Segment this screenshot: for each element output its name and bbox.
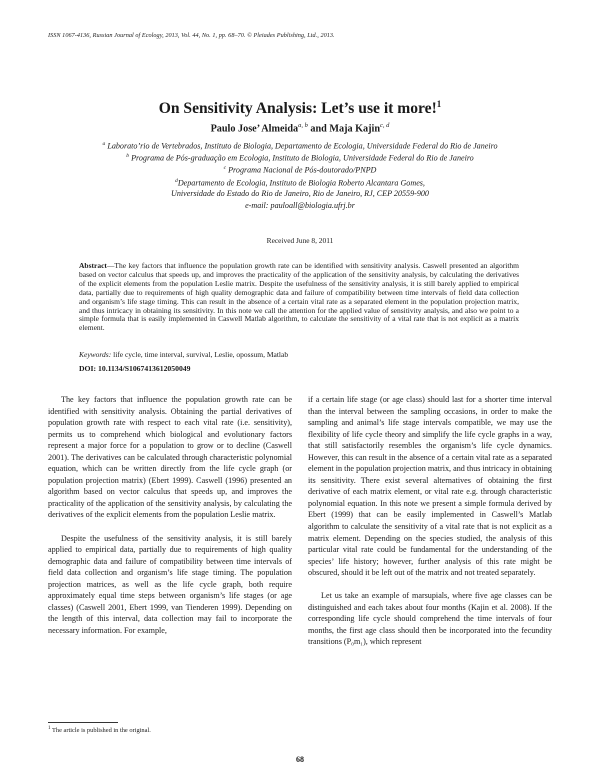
title-text: On Sensitivity Analysis: Let’s use it more! <box>158 100 437 118</box>
affiliation-text: Laborato’rio de Vertebrados, Instituto de Biologia, Departamento de Ecologia, Universidade Federal do Rio de Janeiro <box>105 141 498 151</box>
journal-header: ISSN 1067-4136, Russian Journal of Ecology, 2013, Vol. 44, No. 1, pp. 68–70. © Pleiades Publishing, Ltd., 2013. <box>48 32 335 39</box>
affiliation-email <box>0 200 600 212</box>
affiliation-mark: d <box>175 178 178 184</box>
abstract <box>79 262 519 333</box>
footnote-mark: 1 <box>48 726 51 731</box>
keywords-text: life cycle, time interval, survival, Leslie, opossum, Matlab <box>111 350 289 359</box>
abstract-label: Abstract <box>79 261 107 270</box>
footnote <box>48 726 151 734</box>
affiliation-mark: a <box>102 141 106 147</box>
body-column-left <box>48 394 292 636</box>
page-number: 68 <box>296 755 304 764</box>
received-date: Received June 8, 2011 <box>266 236 334 245</box>
author-conjunction: and <box>307 123 330 135</box>
author-affiliation-marks: a, b <box>298 122 308 129</box>
article-title <box>0 99 600 118</box>
footnote-text: The article is published in the original. <box>50 727 151 735</box>
affiliation-text: Departamento de Ecologia, Instituto de Biologia Roberto Alcantara Gomes, <box>177 178 425 188</box>
body-column-right <box>308 394 552 648</box>
body-paragraph: The key factors that influence the population growth rate can be identified with sensitivity analysis. Obtaining the partial derivatives of population growth rate with respect to each vital rate (i.e. sensitivity), permits us to comprehend which biological and evolutionary factors represent a major force for a population to grow or to decline (Caswell 2001). The derivatives can be calculated through characteristic polynomial equation, which can be written directly from the life cycle graph (or population projection matrix) (Ebert 1999). Caswell (1996) presented an algorithm based on vector calculus that speeds up, and improves the practicality of the application of the sensitivity analysis, by calculating the derivatives of the explicit elements from the population Leslie matrix. <box>48 395 292 520</box>
keywords-label: Keywords: <box>79 350 112 359</box>
affiliation-text: Programa Nacional de Pós-doutorado/PNPD <box>226 165 377 175</box>
body-paragraph: if a certain life stage (or age class) should last for a shorter time interval than the interval between the sampling occasions, in order to make the sampling and animal’s life stage intervals compatible, we may use the flexibility of life cycle theory and simplify the life cycle graphs in a way, that still satisfactorily resembles the organism’s life cycle dynamics. However, this can result in the absence of a certain vital rate as a separated element in the population projection matrix, and thus intricacy in obtaining its sensitivity. There exist several alternatives of obtaining the first derivative of each matrix element, or vital rate e.g. through characteristic polynomial equation. In this note we present a simple formula derived by Ebert (1999) that can be easily implemented in Caswell’s Matlab algorithm to calculate the sensitivity of a vital rate that is not explicit as a matrix element. Depending on the species studied, the analysis of this particular vital rate could be fundamental for the understanding of the species’ life history; however, further analysis of this rate might be obscured, should it be left out of the matrix and not treated separately. <box>308 395 552 578</box>
affiliation-line <box>0 163 600 176</box>
title-footnote-mark: 1 <box>436 99 442 109</box>
affiliation-mark: c <box>223 165 227 171</box>
author-affiliation-marks: c, d <box>380 122 390 129</box>
body-paragraph: Despite the usefulness of the sensitivity analysis, it is still barely applied to empirical data, partially due to requirements of high quality demographic data and failure of compatibility between time intervals of field data collection and organism’s life stage timing. The population projection matrices, as well as the life cycle graph, both require approximately equal time steps between organism’s life stages (or age classes) (Caswell 2001, Ebert 1999, van Tienderen 1999). Depending on the length of this interval, data collection may fail to incorporate the necessary information. For example, <box>48 533 292 635</box>
email-text: e-mail: pauloall@biologia.ufrj.br <box>245 201 355 210</box>
affiliation-text: Universidade do Estado do Rio de Janeiro, Rio de Janeiro, RJ, CEP 20559-900 <box>171 189 429 198</box>
footnote-divider <box>48 722 118 723</box>
author-list <box>0 122 600 134</box>
keywords <box>79 350 288 359</box>
author-name: Paulo Jose’ Almeida <box>210 123 299 135</box>
abstract-text: —The key factors that influence the population growth rate can be identified with sensitivity analysis. Caswell presented an algorithm based on vector calculus that speeds up, and improves the practicality of the application of the sensitivity analysis, by calculating the derivatives of the explicit elements from the population Leslie matrix. Despite the usefulness of the sensitivity analysis, it is still barely applied to empirical data, partially due to requirements of high quality demographic data and failure of compatibility between time intervals of field data collection and organism’s life stage timing. This can result in the absence of a certain vital rate as a separated element in the population projection matrix, and thus intricacy in obtaining its sensitivity. In this note we call the attention for the applied value of sensitivity analysis, and also we point to a simple formula that is easily implemented in Caswell Matlab algorithm, to calculate the sensitivity of a vital rate that is not explicit as a matrix element. <box>79 261 519 333</box>
affiliation-mark: b <box>126 153 130 159</box>
doi: DOI: 10.1134/S1067413612050049 <box>79 364 191 373</box>
author-name: Maja Kajin <box>329 123 381 135</box>
affiliation-text: Programa de Pós-graduação em Ecologia, Instituto de Biologia, Universidade Federal do Rio de Janeiro <box>129 153 474 163</box>
body-paragraph: Let us take an example of marsupials, where five age classes can be distinguished and each takes about four months (Kajin et al. 2008). If the corresponding life cycle should comprehend the time intervals of four months, the first age class should then be incorporated into the fecundity transitions (P₀m₁), which represent <box>308 591 552 647</box>
affiliation-line <box>0 188 600 200</box>
